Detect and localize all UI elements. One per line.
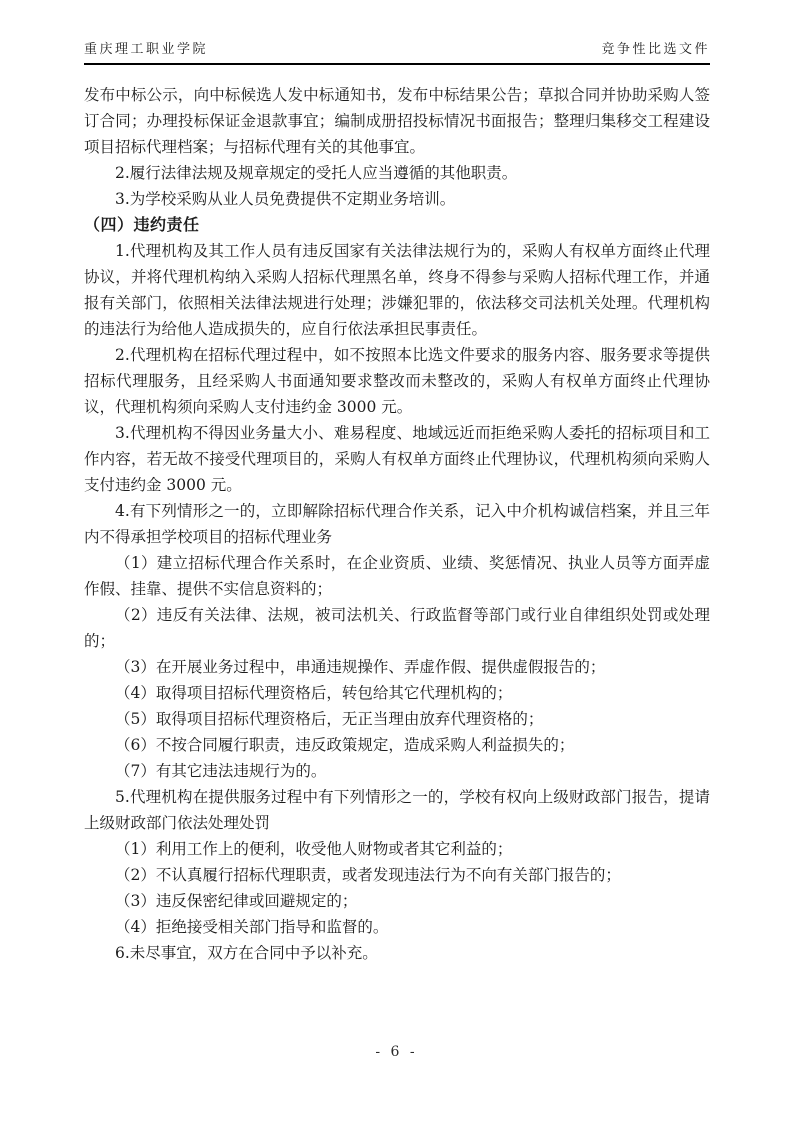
header-right-title: 竞争性比选文件 <box>601 42 710 57</box>
document-body <box>84 82 710 966</box>
header-row <box>84 38 710 63</box>
paragraph: 3.代理机构不得因业务量大小、难易程度、地域远近而拒绝采购人委托的招标项目和工作内容，若无故不接受代理项目的，采购人有权单方面终止代理协议，代理机构须向采购人支付违约金 3000 元。 <box>84 424 710 494</box>
header-rule <box>84 63 710 65</box>
paragraph: （2）不认真履行招标代理职责，或者发现违法行为不向有关部门报告的； <box>115 866 621 884</box>
paragraph: 1.代理机构及其工作人员有违反国家有关法律法规行为的，采购人有权单方面终止代理协议，并将代理机构纳入采购人招标代理黑名单，终身不得参与采购人招标代理工作，并通报有关部门，依照相关法律法规进行处理；涉嫌犯罪的，依法移交司法机关处理。代理机构的违法行为给他人造成损失的，应自行依法承担民事责任。 <box>84 242 710 338</box>
section-heading: （四）违约责任 <box>84 215 200 234</box>
paragraph: （6）不按合同履行职责，违反政策规定，造成采购人利益损失的； <box>115 736 575 754</box>
header-left-title: 重庆理工职业学院 <box>84 42 209 57</box>
paragraph: （1）建立招标代理合作关系时，在企业资质、业绩、奖惩情况、执业人员等方面弄虚作假、挂靠、提供不实信息资料的； <box>84 554 710 598</box>
paragraph: 2.履行法律法规及规章规定的受托人应当遵循的其他职责。 <box>115 164 518 182</box>
page-footer <box>0 1044 793 1060</box>
paragraph: （7）有其它违法违规行为的。 <box>115 762 327 780</box>
paragraph: 发布中标公示，向中标候选人发中标通知书，发布中标结果公告；草拟合同并协助采购人签订合同；办理投标保证金退款事宜；编制成册招投标情况书面报告；整理归集移交工程建设项目招标代理档案；与招标代理有关的其他事宜。 <box>84 86 710 156</box>
paragraph: （2）违反有关法律、法规，被司法机关、行政监督等部门或行业自律组织处罚或处理的； <box>84 606 710 650</box>
paragraph: 2.代理机构在招标代理过程中，如不按照本比选文件要求的服务内容、服务要求等提供招标代理服务，且经采购人书面通知要求整改而未整改的，采购人有权单方面终止代理协议，代理机构须向采购人支付违约金 3000 元。 <box>84 346 710 416</box>
paragraph: （4）拒绝接受相关部门指导和监督的。 <box>115 918 389 936</box>
page-header <box>84 38 710 65</box>
paragraph: （4）取得项目招标代理资格后，转包给其它代理机构的； <box>115 684 513 702</box>
page-number: - 6 - <box>375 1044 418 1060</box>
paragraph: （3）违反保密纪律或回避规定的； <box>115 892 358 910</box>
paragraph: （1）利用工作上的便利，收受他人财物或者其它利益的； <box>115 840 513 858</box>
paragraph: （3）在开展业务过程中，串通违规操作、弄虚作假、提供虚假报告的； <box>115 658 606 676</box>
paragraph: 3.为学校采购从业人员免费提供不定期业务培训。 <box>115 190 456 208</box>
paragraph: 6.未尽事宜，双方在合同中予以补充。 <box>115 944 378 962</box>
paragraph: 5.代理机构在提供服务过程中有下列情形之一的，学校有权向上级财政部门报告，提请上级财政部门依法处理处罚 <box>84 788 710 832</box>
paragraph: 4.有下列情形之一的，立即解除招标代理合作关系，记入中介机构诚信档案，并且三年内不得承担学校项目的招标代理业务 <box>84 502 710 546</box>
paragraph: （5）取得项目招标代理资格后，无正当理由放弃代理资格的； <box>115 710 544 728</box>
